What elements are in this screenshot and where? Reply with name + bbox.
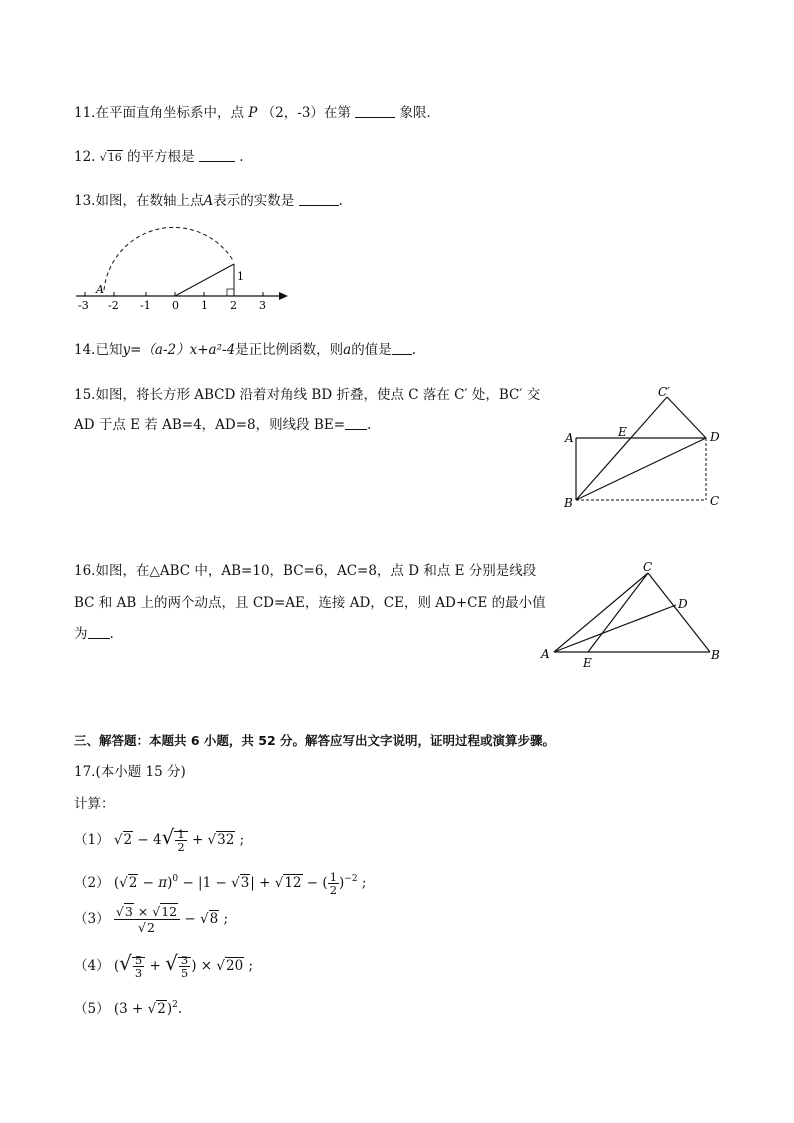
question-16-line2 (74, 594, 546, 612)
q12-text: 的平方根是 (127, 149, 195, 165)
q13-text-b: 表示的实数是 (213, 193, 295, 209)
hypotenuse (175, 264, 234, 296)
q12-sqrt: √16 (99, 151, 122, 164)
folded-rectangle-figure (556, 380, 732, 516)
label-e: E (618, 425, 627, 439)
number-line-figure (70, 222, 300, 314)
q13-var: A (203, 193, 214, 209)
q17-item-1-label: （1） (74, 832, 110, 848)
q12-radicand: 16 (107, 151, 122, 164)
q17-item-4-label: （4） (74, 958, 110, 974)
q17-item-3 (74, 902, 228, 936)
triangle-figure (536, 558, 726, 670)
question-13 (74, 192, 343, 210)
q15-answer-blank[interactable] (345, 416, 367, 430)
q11-text-b: 象限． (399, 105, 441, 121)
q17-item-4 (74, 948, 253, 981)
q16-line1-text: 16.如图，在△ABC 中，AB=10，BC=6，AC=8，点 D 和点 E 分别是线段 (74, 563, 537, 579)
section-3-heading (74, 732, 555, 750)
q17-intro-text: 计算： (74, 796, 115, 812)
label-a: A (565, 431, 574, 445)
question-12 (74, 148, 243, 167)
q11-answer-blank[interactable] (355, 104, 395, 118)
question-17-intro (74, 795, 115, 813)
q12-answer-blank[interactable] (199, 148, 235, 162)
question-15-line1 (74, 386, 540, 404)
question-16-line1 (74, 562, 536, 580)
q16-end: . (109, 626, 114, 642)
q17-title-text: 17.(本小题 15 分) (74, 764, 186, 780)
label-c-prime: C′ (658, 385, 670, 399)
q17-item-2-expr: $(√2 - \pi)^0 - |1 - √3| + √12$ − ( $\frac{1}{2}$ )$^{-2}$ ; (113, 870, 367, 897)
question-15-line2 (74, 416, 371, 434)
q17-item-5-expr: $(3 + √2)^2$. (113, 1000, 183, 1017)
q14-var: a (343, 342, 352, 358)
q15-line2-text: AD 于点 E 若 AB=4，AD=8，则线段 BE= (74, 417, 346, 433)
q14-text-c: 的值是 (351, 342, 392, 358)
question-16-line3 (74, 625, 114, 643)
point-a-label: A (96, 283, 104, 296)
right-angle-mark (227, 289, 234, 296)
q12-num: 12. (74, 149, 96, 165)
section-3-text: 三、解答题：本题共 6 小题，共 52 分。解答应写出文字说明，证明过程或演算步骤。 (74, 733, 556, 748)
label-d: D (678, 597, 688, 611)
label-d: D (710, 430, 720, 444)
q11-point: P (248, 105, 258, 121)
q17-item-5 (74, 996, 182, 1018)
q17-item-4-expr: (√ $\frac{5}{3}$ + √ $\frac{3}{5}$ ) × √20 ; (113, 951, 254, 980)
q17-item-2 (74, 868, 366, 896)
question-17-title (74, 763, 186, 781)
tick-label: -3 (78, 299, 89, 312)
q17-item-5-label: （5） (74, 1001, 110, 1017)
q11-text-a: 11.在平面直角坐标系中，点 (74, 105, 244, 121)
q17-item-1-expr: √2 − 4√ $\frac{1}{2}$ + √32 ; (113, 825, 245, 854)
tick-label: 0 (172, 299, 179, 312)
tick-label: 1 (201, 299, 208, 312)
q14-end: . (411, 342, 417, 358)
tick-label: -2 (108, 299, 119, 312)
q14-text-b: 是正比例函数，则 (235, 342, 344, 358)
label-b: B (711, 648, 720, 662)
label-b: B (564, 496, 573, 510)
q17-item-3-label: （3） (74, 911, 110, 927)
label-c: C (710, 494, 720, 508)
q16-answer-blank[interactable] (88, 625, 110, 639)
question-14 (74, 341, 416, 359)
q14-answer-blank[interactable] (392, 341, 412, 355)
q17-item-3-expr: $\frac{√3 \times √12}{√2}$ − √8 ; (115, 904, 229, 935)
q13-answer-blank[interactable] (299, 192, 339, 206)
q14-expr: y=（a-2）x+a²-4 (122, 342, 236, 358)
question-11 (74, 104, 440, 122)
dashed-arc (104, 227, 234, 290)
q14-text: 14.已知 (74, 342, 123, 358)
label-e: E (583, 656, 592, 670)
tick-label: 2 (230, 299, 237, 312)
height-label: 1 (237, 270, 244, 283)
q11-coords: （2，-3）在第 (261, 105, 351, 121)
q17-item-2-label: （2） (74, 875, 110, 891)
tick-label: 3 (259, 299, 266, 312)
axis-arrow (279, 292, 288, 300)
q16-line3-text: 为 (74, 626, 88, 642)
q17-item-1 (74, 822, 244, 855)
q12-end: . (239, 149, 244, 165)
q13-end: . (338, 193, 343, 209)
label-c: C (643, 560, 653, 574)
q15-end: . (367, 417, 372, 433)
q15-line1-text: 15.如图，将长方形 ABCD 沿着对角线 BD 折叠，使点 C 落在 C′ 处，BC′ 交 (74, 387, 541, 403)
q16-line2-text: BC 和 AB 上的两个动点，且 CD=AE，连接 AD，CE，则 AD+CE 的最小值 (74, 595, 546, 611)
q13-text: 13.如图，在数轴上点 (74, 193, 204, 209)
label-a: A (541, 647, 550, 661)
tick-label: -1 (140, 299, 151, 312)
